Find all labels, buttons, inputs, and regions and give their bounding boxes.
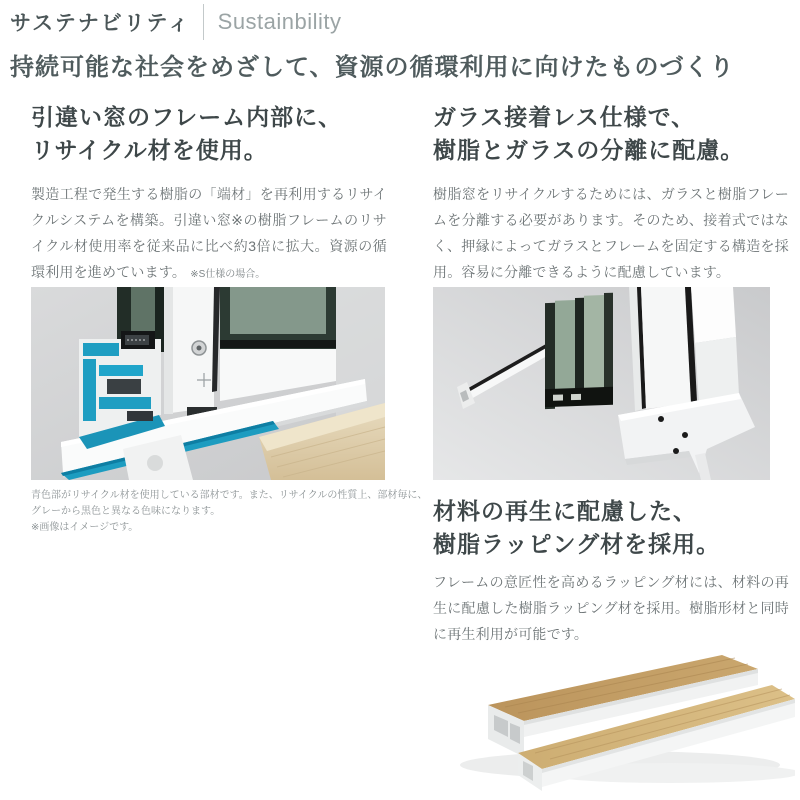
recycle-spec-note: ※S仕様の場合。	[190, 269, 266, 280]
wrapping-section-body: フレームの意匠性を高めるラッピング材には、材料の再生に配慮した樹脂ラッピング材を採用。樹脂形材と同時に再生利用が可能です。	[433, 574, 789, 642]
wrapping-material-image	[430, 645, 795, 795]
separation-exploded-image	[433, 287, 770, 480]
recycle-section-body: 製造工程で発生する樹脂の「端材」を再利用するリサイクルシステムを構築。引違い窓※の樹脂フレームのリサイクル材使用率を従来品に比べ約3倍に拡大。資源の循環利用を進めています。 ※S仕様の場合。	[31, 186, 387, 280]
separation-section-heading: ガラス接着レス仕様で、 樹脂とガラスの分離に配慮。	[433, 104, 745, 163]
recycle-frame-image	[31, 287, 385, 480]
page-subtitle: 持続可能な社会をめざして、資源の循環利用に向けたものづくり	[10, 54, 735, 81]
page-title-english: Sustainbility	[217, 9, 342, 34]
separation-section-body: 樹脂窓をリサイクルするためには、ガラスと樹脂フレームを分離する必要があります。そのため、接着式ではなく、押縁によってガラスとフレームを固定する構造を採用。容易に分離できるように配慮しています。	[433, 186, 789, 280]
header-divider	[203, 4, 204, 40]
recycle-image-caption: 青色部がリサイクル材を使用している部材です。また、リサイクルの性質上、部材毎に、 グレーから黒色と異なる色味になります。 ※画像はイメージです。	[31, 490, 428, 533]
page-header	[10, 4, 342, 40]
glass-unit	[545, 293, 613, 409]
wrapping-section-heading: 材料の再生に配慮した、 樹脂ラッピング材を採用。	[433, 498, 721, 557]
recycle-section-heading: 引違い窓のフレーム内部に、 リサイクル材を使用。	[31, 104, 343, 163]
page-title-japanese: サステナビリティ	[10, 12, 191, 35]
